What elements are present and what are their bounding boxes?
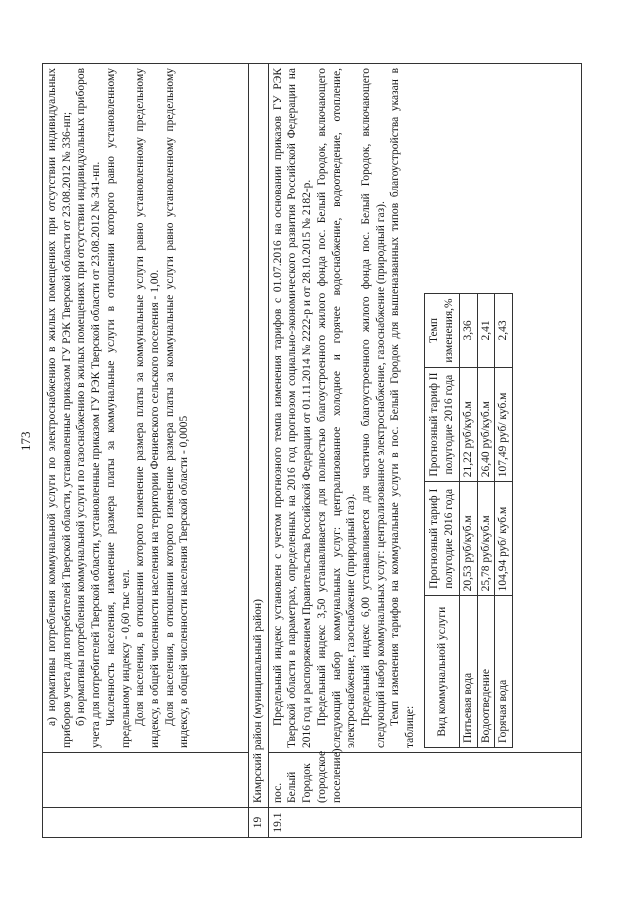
tariff-h1: 104,94 руб/ куб.м (495, 482, 513, 596)
paragraph: Темп изменения тарифов на коммунальные услуги в пос. Белый Городок для вышеназванных типов благоустройства указан в таблице: (389, 68, 417, 748)
paragraph: б) нормативы потребления коммунальной услуги по газоснабжению в жилых помещениях при отсутствии индивидуальных приборов учета для потребителей Тверской области, установленные приказом ГУ РЭК Тверской области от 23.08.2012 № 341-нп. (75, 68, 103, 748)
header-tariff-h1: Прогнозный тариф I полугодие 2016 года (424, 482, 459, 596)
tariff-h2: 26,40 руб/куб.м (477, 367, 495, 481)
table-row (495, 294, 513, 748)
rotated-page-content (42, 63, 582, 838)
continuation-row (43, 64, 249, 838)
rate: 2,41 (477, 294, 495, 368)
paragraph: а) нормативы потребления коммунальной услуги по электроснабжению в жилых помещениях при отсутствии индивидуальных приборов учета для потребителей Тверской области, установленные приказом ГУ РЭК Тверской области от 23.08.2012 № 336-нп; (46, 68, 73, 748)
service-name: Горячая вода (495, 596, 513, 748)
table-row (459, 294, 477, 748)
district-number: 19 (249, 808, 269, 838)
tariff-h2: 21,22 руб/куб.м (459, 367, 477, 481)
tariff-h1: 20,53 руб/куб.м (459, 482, 477, 596)
tariff-table-header (424, 294, 459, 748)
page-number: 173 (18, 431, 33, 451)
table-row (477, 294, 495, 748)
service-name: Питьевая вода (459, 596, 477, 748)
district-row (249, 64, 269, 838)
settlement-number: 19.1 (268, 808, 581, 838)
service-name: Водоотведение (477, 596, 495, 748)
paragraph: Доля населения, в отношении которого изменение размера платы за коммунальные услуги равно установленному предельному индексу, в общей численности населения Тверской области - 0,0005 (163, 68, 191, 748)
district-name: Кимрский район (муниципальный район) (249, 64, 269, 808)
rate: 2,43 (495, 294, 513, 368)
tariff-table (424, 293, 513, 748)
settlement-name: пос. Белый Городок (городское поселение) (268, 753, 581, 808)
header-tariff-h2: Прогнозный тариф II полугодие 2016 года (424, 367, 459, 481)
paragraph: Доля населения, в отношении которого изменение размера платы за коммунальные услуги равно установленному предельному индексу, в общей численности населения на территории Фениевского сельского поселения - 1,00. (134, 68, 162, 748)
paragraph: Численность населения, изменение размера платы за коммунальные услуги в отношении которого равно установленному предельному индексу - 0,60 тыс чел. (104, 68, 132, 748)
settlement-row (268, 64, 581, 838)
empty-number-cell (43, 808, 249, 838)
empty-name-cell (43, 753, 249, 808)
header-service: Вид коммунальной услуги (424, 596, 459, 748)
rate: 3,36 (459, 294, 477, 368)
paragraph: Предельный индекс 6,00 устанавливается для частично благоустроенного жилого фонда пос. Белый Городок, включающего следующий набор коммунальных услуг: централизованное электроснабжение, газоснабжение (природный газ). (360, 68, 387, 748)
paragraph: Предельный индекс установлен с учетом прогнозного темпа изменения тарифов с 01.07.2016 на основании приказов ГУ РЭК Тверской области в параметрах, определенных на 2016 год прогнозом социально-экономического развития Российской Федерации на 2016 год и распоряжением Правительства Российской Федерации от 01.11.2014 № 2222-р и от 28.10.2015 № 2182-р. (271, 68, 314, 748)
tariff-h2: 107,49 руб/ куб.м (495, 367, 513, 481)
paragraph: Предельный индекс 3,50 устанавливается для полностью благоустроенного жилого фонда пос. Белый Городок, включающего следующий набор коммунальных услуг: централизованное холодное и горячее водоснабжение, водоотведение, отопление, электроснабжение, газоснабжение (природный газ). (315, 68, 358, 748)
header-rate: Темп изменения,% (424, 294, 459, 368)
continuation-text (43, 64, 249, 753)
settlement-text (268, 64, 581, 753)
main-table (42, 63, 582, 838)
tariff-h1: 25,78 руб/куб.м (477, 482, 495, 596)
